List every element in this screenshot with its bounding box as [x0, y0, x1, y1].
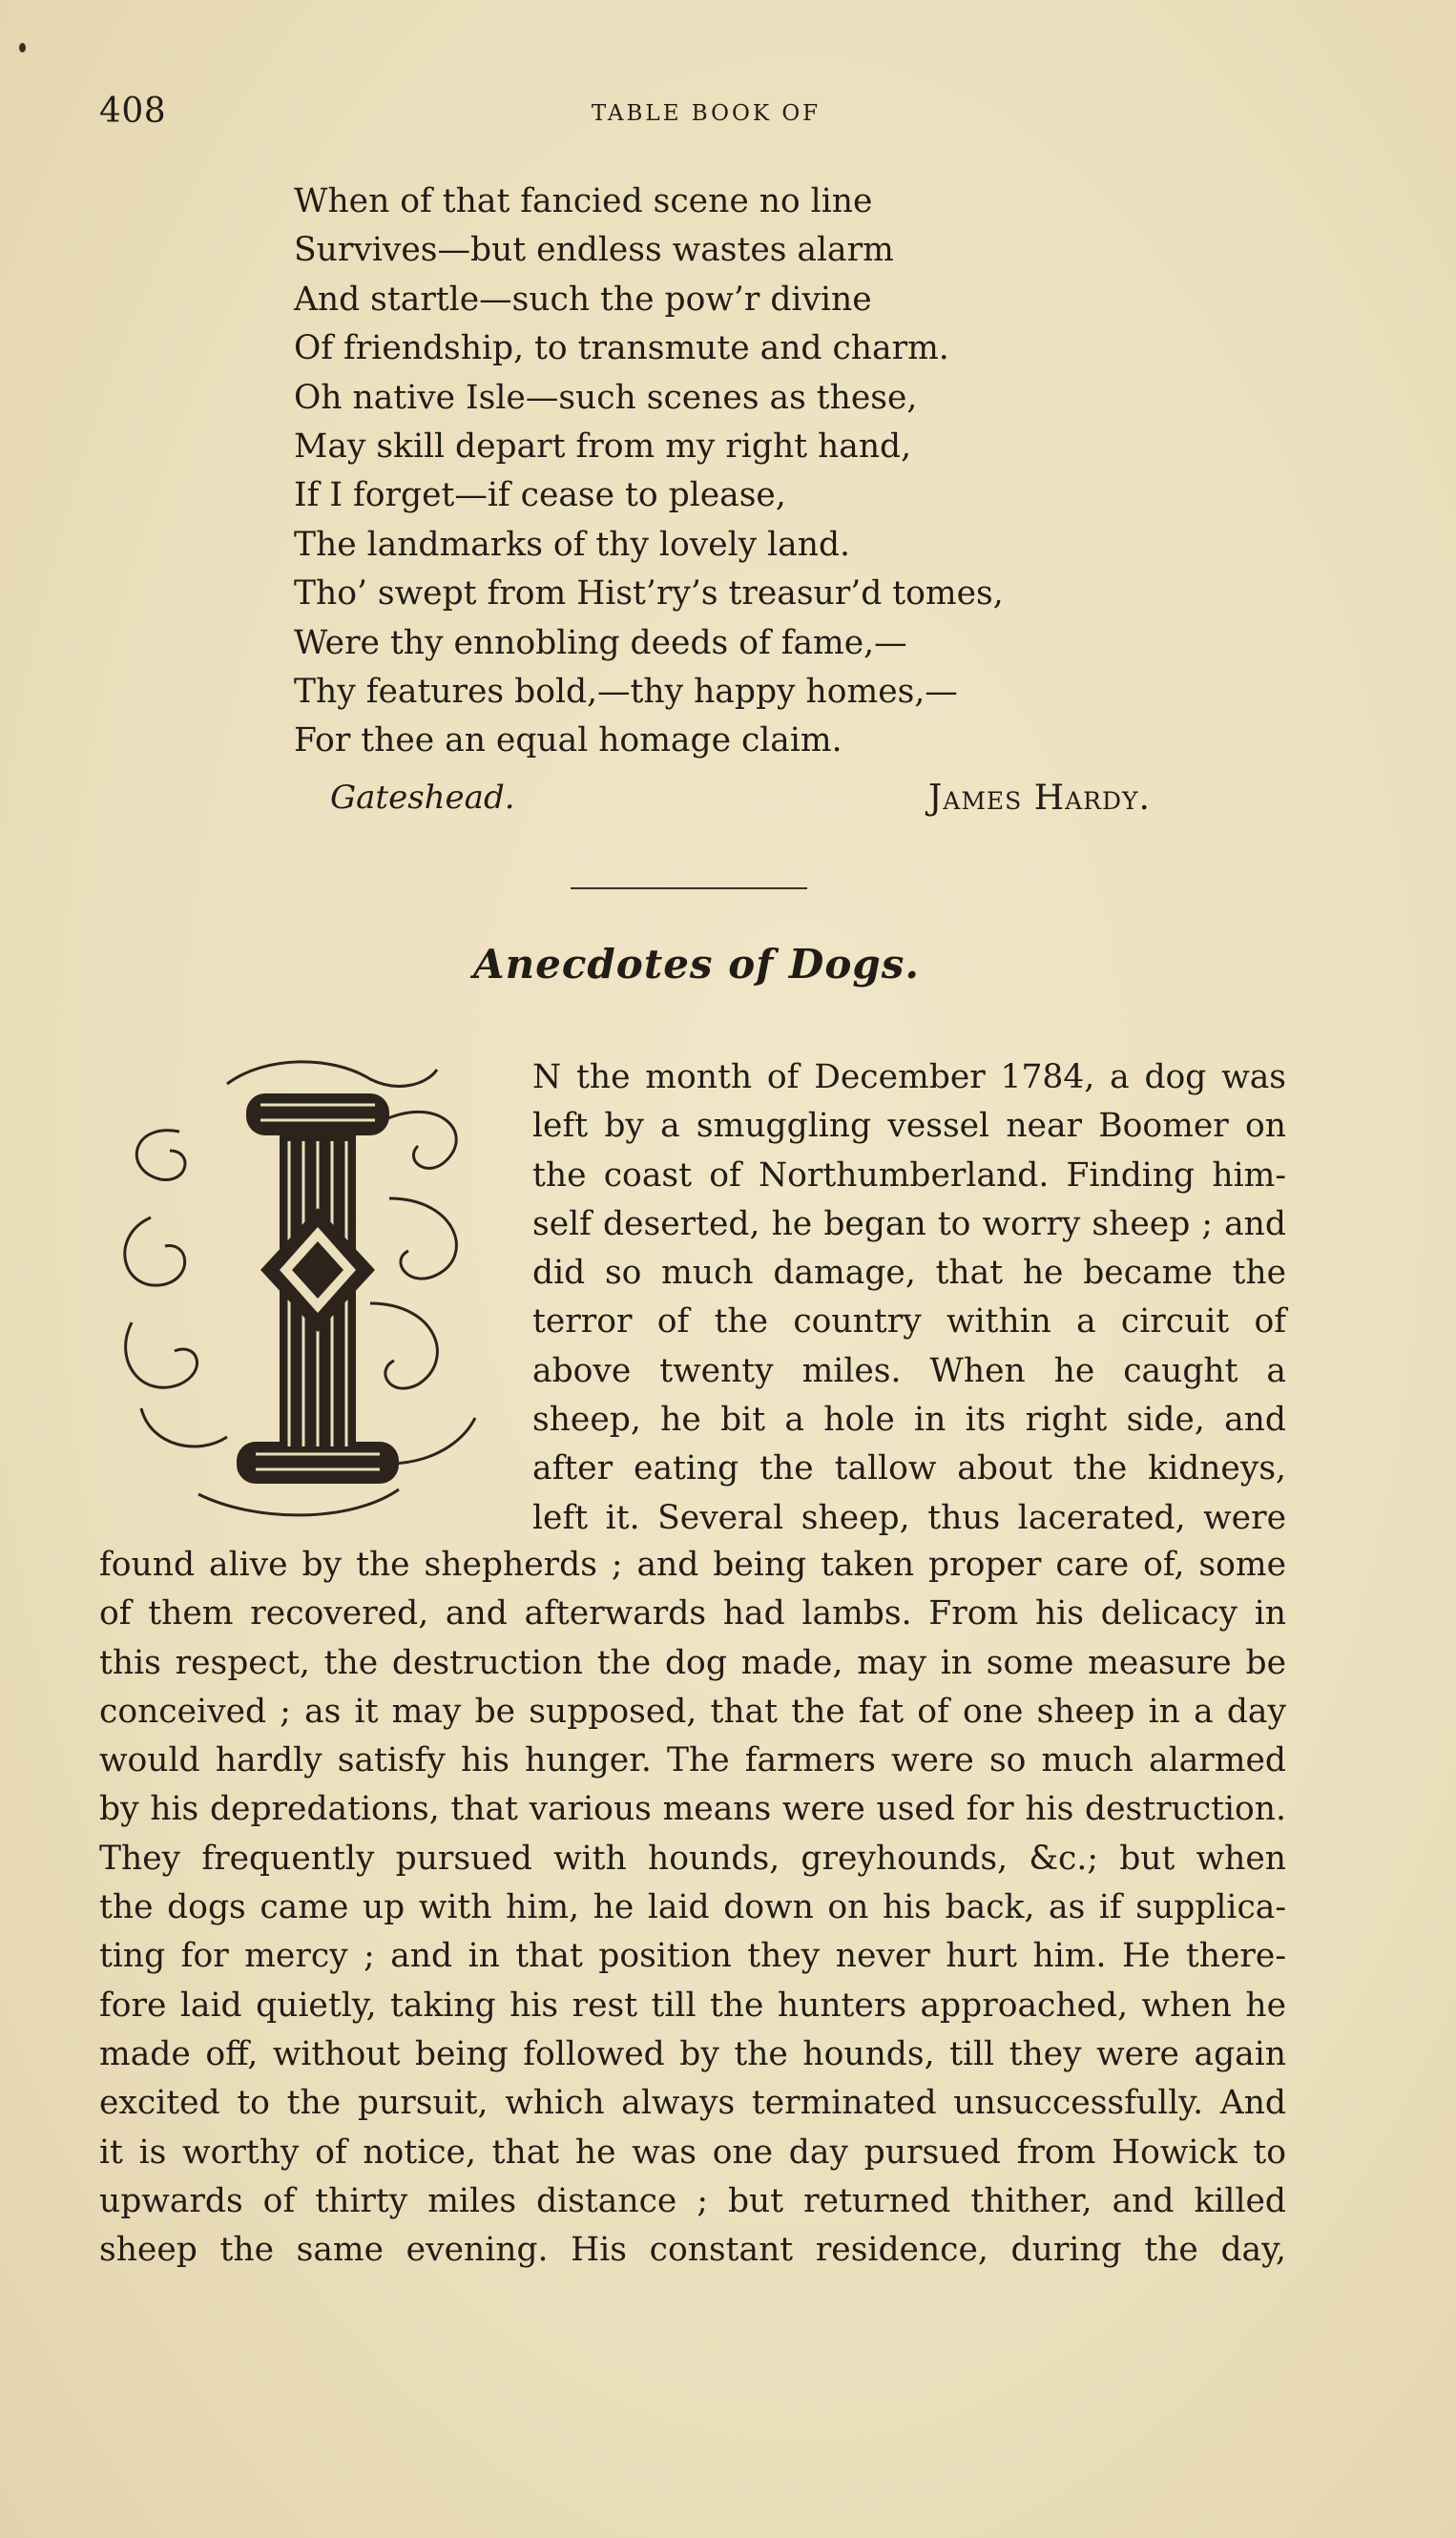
flourish-right-low: [370, 1303, 437, 1388]
text-line: left it. Several sheep, thus lacerated, were: [532, 1498, 1286, 1537]
flourish-left-top: [136, 1131, 185, 1180]
text-line: sheep, he bit a hole in its right side, and: [532, 1401, 1286, 1440]
poem-line: Oh native Isle—such scenes as these,: [294, 378, 918, 417]
text-line: the dogs came up with him, he laid down on his back, as if supplica-: [99, 1888, 1286, 1927]
text-line: fore laid quietly, taking his rest till the hunters approached, when he: [99, 1986, 1286, 2025]
flourish-left-mid: [125, 1217, 185, 1285]
section-divider: [571, 887, 807, 889]
flourish-right-mid: [389, 1198, 456, 1279]
ink-speck: [19, 43, 26, 52]
text-line: self deserted, he began to worry sheep ; and: [532, 1204, 1286, 1243]
text-line: conceived ; as it may be supposed, that the fat of one sheep in a day: [99, 1692, 1286, 1731]
text-line: found alive by the shepherds ; and being taken proper care of, some: [99, 1546, 1286, 1584]
poem-line: For thee an equal homage claim.: [294, 721, 842, 760]
text-line: They frequently pursued with hounds, greyhounds, &c.; but when: [99, 1839, 1286, 1878]
text-line: terror of the country within a circuit of: [532, 1302, 1286, 1342]
poem-author: James Hardy.: [927, 779, 1151, 818]
text-line: made off, without being followed by the hounds, till they were again: [99, 2034, 1286, 2073]
text-line: the coast of Northumberland. Finding him-: [532, 1155, 1286, 1195]
flourish-bottom: [198, 1489, 399, 1515]
text-line: of them recovered, and afterwards had lambs. From his delicacy in: [99, 1594, 1286, 1633]
text-line: would hardly satisfy his hunger. The farmers were so much alarmed: [99, 1741, 1286, 1780]
text-line: above twenty miles. When he caught a: [532, 1351, 1286, 1390]
flourish-left-bottom: [141, 1408, 227, 1446]
poem-line: Tho’ swept from Hist’ry’s treasur’d tomes,: [294, 574, 1004, 614]
text-line: sheep the same evening. His constant residence, during the day,: [99, 2231, 1286, 2270]
text-line: upwards of thirty miles distance ; but returned thither, and killed: [99, 2181, 1286, 2220]
poem-line: Of friendship, to transmute and charm.: [294, 329, 949, 368]
poem-line: Thy features bold,—thy happy homes,—: [294, 673, 958, 712]
poem-line: Survives—but endless wastes alarm: [294, 231, 894, 270]
text-line: did so much damage, that he became the: [532, 1254, 1286, 1293]
flourish-top: [227, 1062, 437, 1087]
poem-line: May skill depart from my right hand,: [294, 427, 912, 467]
text-line: this respect, the destruction the dog made, may in some measure be: [99, 1643, 1286, 1682]
dropcap-ornament: [113, 1055, 523, 1523]
text-line: excited to the pursuit, which always terminated unsuccessfully. And: [99, 2084, 1286, 2123]
poem-line: And startle—such the pow’r divine: [294, 280, 872, 319]
flourish-left-low: [126, 1322, 198, 1387]
opening-paragraph: [532, 1053, 1286, 1543]
poem-place: Gateshead.: [330, 779, 515, 817]
text-line: after eating the tallow about the kidneys,: [532, 1449, 1286, 1488]
poem-line: If I forget—if cease to please,: [294, 476, 786, 515]
text-line: it is worthy of notice, that he was one day pursued from Howick to: [99, 2132, 1286, 2172]
text-line: left by a smuggling vessel near Boomer on: [532, 1107, 1286, 1146]
diamond-ornament: [260, 1208, 375, 1332]
running-head: TABLE BOOK OF: [591, 101, 822, 126]
flourish-right-top: [380, 1112, 456, 1168]
poem-line: The landmarks of thy lovely land.: [294, 525, 850, 564]
poem-line: Were thy ennobling deeds of fame,—: [294, 623, 907, 662]
section-title: Anecdotes of Dogs.: [473, 941, 920, 988]
poem-line: When of that fancied scene no line: [294, 182, 873, 220]
text-line: N the month of December 1784, a dog was: [532, 1058, 1286, 1096]
page-number: 408: [99, 92, 167, 131]
text-line: by his depredations, that various means were used for his destruction.: [99, 1790, 1286, 1829]
text-line: ting for mercy ; and in that position they never hurt him. He there-: [99, 1937, 1286, 1976]
body-paragraph: [99, 1541, 1286, 2275]
poem: [294, 177, 1153, 766]
